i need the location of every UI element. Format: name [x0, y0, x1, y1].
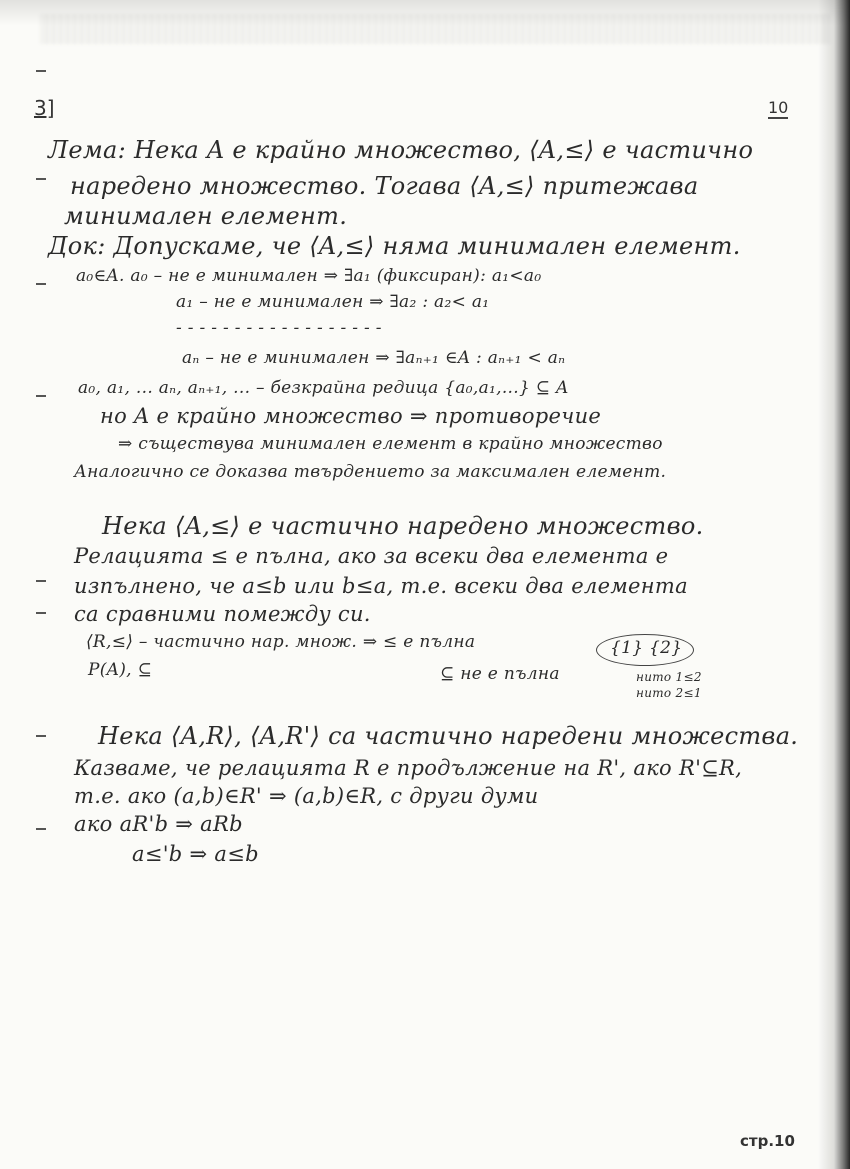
scan-artifact-top	[40, 14, 830, 44]
definition-line: са сравними помежду си.	[74, 602, 371, 626]
proof-line: aₙ – не е минимален ⇒ ∃aₙ₊₁ ∈A : aₙ₊₁ < aₙ	[182, 348, 566, 368]
margin-dash	[36, 283, 46, 285]
margin-dash	[36, 828, 46, 830]
problem-number: 3]	[34, 96, 55, 120]
oval-label: {1} {2}	[610, 638, 683, 658]
proof-line: ⇒ съществува минимален елемент в крайно множество	[118, 434, 663, 454]
proof-line: но A е крайно множество ⇒ противоречие	[100, 404, 602, 428]
proof-line: Аналогично се доказва твърдението за максимален елемент.	[74, 462, 667, 482]
proof-line: Док: Допускаме, че ⟨A,≤⟩ няма минимален елемент.	[48, 232, 741, 260]
oval-note: нито 2≤1	[636, 686, 702, 700]
proof-line: a₁ – не е минимален ⇒ ∃a₂ : a₂< a₁	[176, 292, 490, 312]
definition-line: Казваме, че релацията R е продължение на R', ако R'⊆R,	[74, 756, 743, 780]
example-line: ⟨R,≤⟩ – частично нар. множ. ⇒ ≤ е пълна	[86, 632, 476, 652]
margin-dash	[36, 735, 46, 737]
oval-note: нито 1≤2	[636, 670, 702, 684]
definition-line: Релацията ≤ е пълна, ако за всеки два елемента е	[74, 544, 669, 568]
definition-line: ако aR'b ⇒ aRb	[74, 812, 243, 836]
lemma-line: наредено множество. Тогава ⟨A,≤⟩ притежава	[70, 172, 699, 200]
definition-line: т.е. ако (a,b)∈R' ⇒ (a,b)∈R, с други думи	[74, 784, 539, 808]
margin-dash	[36, 70, 46, 72]
definition-line: изпълнено, че a≤b или b≤a, т.е. всеки два елемента	[74, 574, 688, 598]
lemma-line: минимален елемент.	[64, 202, 348, 230]
example-note: ⊆ не е пълна	[440, 664, 560, 684]
margin-dash	[36, 178, 46, 180]
proof-dots: - - - - - - - - - - - - - - - - - -	[176, 318, 382, 338]
margin-dash	[36, 395, 46, 397]
page-number: стр.10	[740, 1132, 795, 1150]
example-line: P(A), ⊆	[88, 660, 153, 680]
definition-line: Нека ⟨A,R⟩, ⟨A,R'⟩ са частично наредени множества.	[98, 722, 799, 750]
proof-line: a₀, a₁, ... aₙ, aₙ₊₁, ... – безкрайна редица {a₀,a₁,...} ⊆ A	[78, 378, 569, 398]
lemma-line: Лема: Нека A е крайно множество, ⟨A,≤⟩ е частично	[48, 136, 754, 164]
definition-line: a≤'b ⇒ a≤b	[132, 842, 259, 866]
proof-line: a₀∈A. a₀ – не е минимален ⇒ ∃a₁ (фиксиран): a₁<a₀	[76, 266, 542, 286]
page-corner-number: 10	[768, 98, 789, 117]
margin-dash	[36, 580, 46, 582]
definition-line: Нека ⟨A,≤⟩ е частично наредено множество.	[102, 512, 704, 540]
margin-dash	[36, 612, 46, 614]
